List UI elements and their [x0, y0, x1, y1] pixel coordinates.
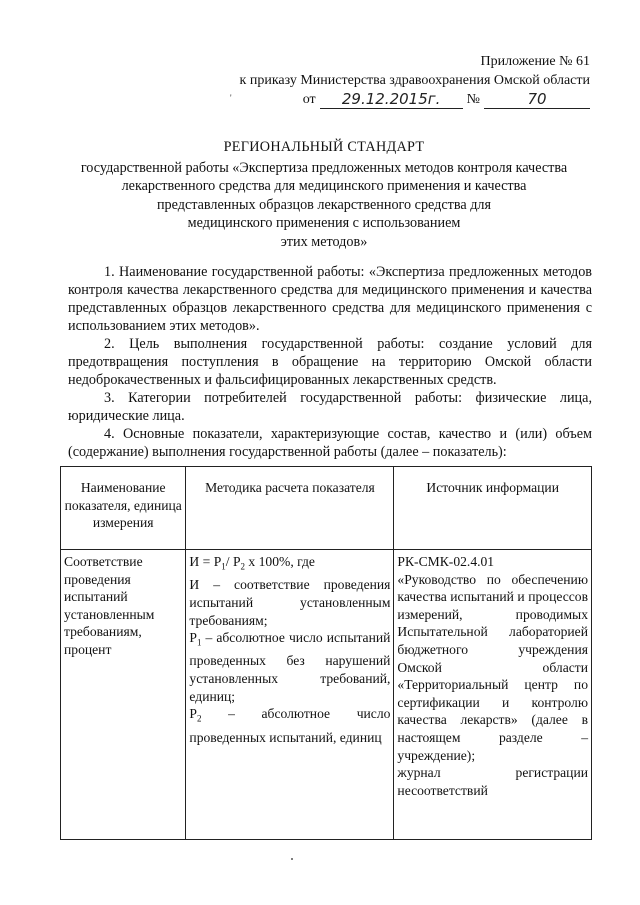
title-heading: РЕГИОНАЛЬНЫЙ СТАНДАРТ: [223, 139, 425, 155]
scan-speck: [291, 858, 293, 860]
definition-p1: $Р_1$ – абсолютное число испытаний проведенных без нарушений установленных требований, единиц;: [189, 630, 391, 704]
appendix-number: Приложение № 61: [480, 54, 590, 69]
title-line: государственной работы «Экспертиза предложенных методов контроля качества: [80, 159, 568, 176]
date-prefix: от: [302, 92, 316, 107]
title-line: медицинского применения с использованием: [187, 215, 461, 231]
header-information-source: Источник информации: [394, 467, 592, 550]
definition-p2: $Р_2$ – абсолютное число проведенных испытаний, единиц: [189, 706, 391, 745]
calculation-method-cell: [186, 550, 394, 840]
handwritten-date: 29.12.2015г.: [320, 90, 463, 109]
source-journal: журнал регистрации несоответствий: [397, 765, 588, 798]
source-description: «Руководство по обеспечению качества испытаний и процессов измерений, проводимых Испытательной лабораторией бюджетного учреждения Омской области «Территориальный центр по сертификации и контролю качества лекарств» (далее в настоящем разделе – учреждение);: [397, 571, 588, 763]
indicators-table: [60, 466, 592, 840]
title-line: представленных образцов лекарственного средства для: [156, 196, 492, 213]
number-prefix: №: [466, 92, 480, 107]
indicator-name-cell: Соответствие проведения испытаний установленным требованиям, процент: [61, 550, 186, 840]
definition-i: И – соответствие проведения испытаний установленным требованиям;: [189, 577, 391, 628]
order-date-number-row: [240, 90, 590, 109]
document-title: [54, 138, 594, 251]
source-code: РК-СМК-02.4.01: [397, 554, 495, 569]
header-indicator-name: Наименование показателя, единица измерения: [61, 467, 186, 550]
order-reference: к приказу Министерства здравоохранения Омской области: [239, 73, 590, 88]
paragraph-work-goal: 2. Цель выполнения государственной работы: создание условий для предотвращения поступления в обращение на территорию Омской области недоброкачественных и фальсифицированных лекарственных средств.: [68, 336, 592, 388]
scan-mark: ': [230, 93, 232, 103]
formula: $И = Р_1/$ $Р_2$ х 100%, где: [189, 554, 315, 572]
title-line: лекарственного средства для медицинского применения и качества: [121, 178, 527, 194]
paragraph-consumers: 3. Категории потребителей государственной работы: физические лица, юридические лица.: [68, 390, 592, 424]
handwritten-number: 70: [484, 90, 590, 109]
paragraph-indicators: 4. Основные показатели, характеризующие состав, качество и (или) объем (содержание) выполнения государственной работы (далее – показатель):: [68, 426, 592, 460]
information-source-cell: [394, 550, 592, 840]
header-calculation-method: Методика расчета показателя: [186, 467, 394, 550]
table-header-row: [61, 467, 592, 550]
document-body: [68, 263, 592, 461]
table-row: [61, 550, 592, 840]
paragraph-work-name: 1. Наименование государственной работы: «Экспертиза предложенных методов контроля качества лекарственного средства для медицинского применения и качества представленных образцов лекарственного средства для медицинского применения с использованием этих методов».: [68, 264, 592, 334]
title-line: этих методов»: [280, 233, 368, 250]
appendix-header: [240, 52, 590, 109]
